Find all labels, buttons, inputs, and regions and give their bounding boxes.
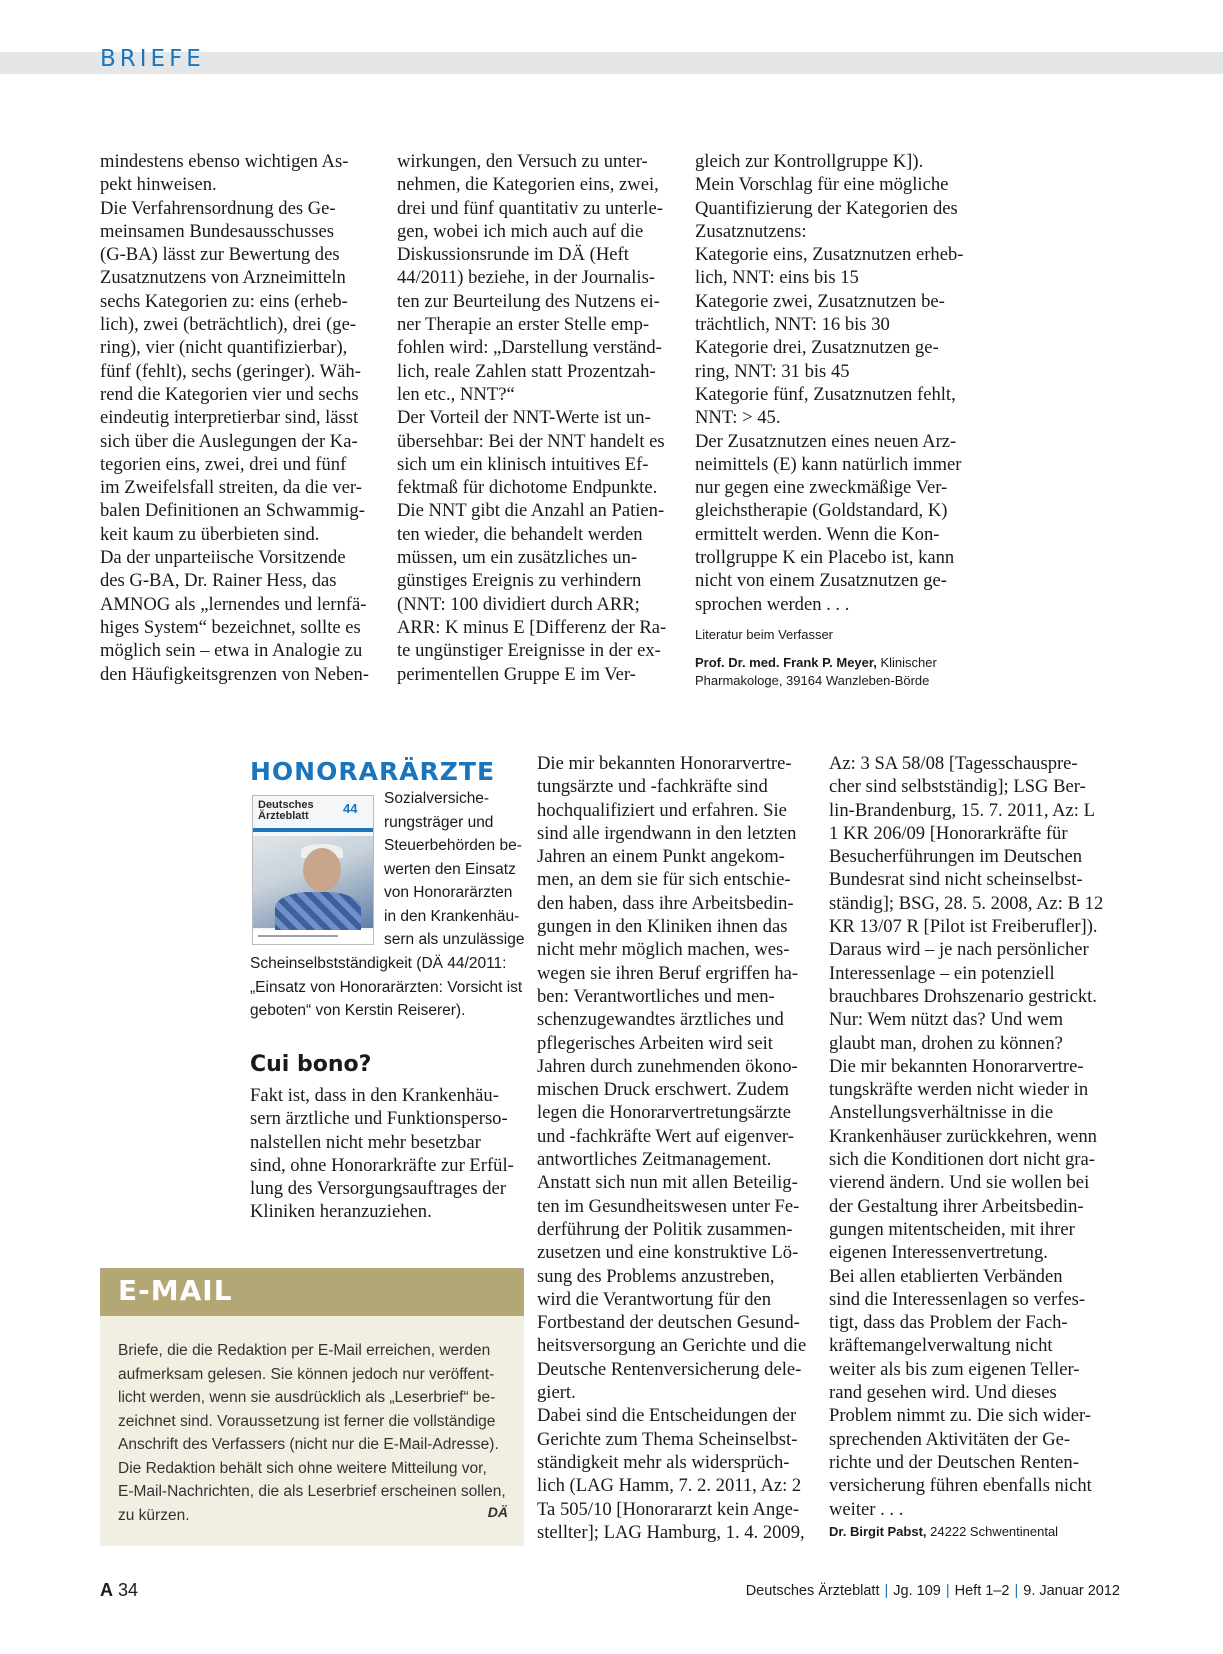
cover-photo-head	[303, 848, 341, 892]
text-line: zusetzen und eine konstruktive Lö-	[537, 1242, 799, 1264]
text-line: rand gesehen wird. Und dieses	[829, 1382, 1057, 1404]
page-number-value: 34	[118, 1580, 139, 1600]
text-line: Besucherführungen im Deutschen	[829, 846, 1083, 868]
text-line: te ungünstiger Ereignisse in der ex-	[397, 640, 661, 662]
text-line: sich die Konditionen dort nicht gra-	[829, 1149, 1095, 1171]
text-line: Die NNT gibt die Anzahl an Patien-	[397, 500, 665, 522]
text-line: gleichstherapie (Goldstandard, K)	[695, 500, 948, 522]
text-line: sung des Problems anzustreben,	[537, 1265, 775, 1287]
text-line: müssen, um ein zusätzliches un-	[397, 547, 638, 569]
text-line: (NNT: 100 dividiert durch ARR;	[397, 593, 640, 615]
text-line: legen die Honorarvertretungsärzte	[537, 1102, 791, 1124]
text-line: sind die Interessenlagen so verfes-	[829, 1288, 1086, 1310]
letter1-column-2	[397, 150, 666, 686]
text-line: ten im Gesundheitswesen unter Fe-	[537, 1195, 800, 1217]
text-line: und -fachkräfte Wert auf eigenver-	[537, 1125, 794, 1147]
email-text-line: zeichnet sind. Voraussetzung ist ferner die vollständige	[118, 1412, 496, 1430]
text-line: Gerichte zum Thema Scheinselbst-	[537, 1428, 798, 1450]
text-line: Krankenhäuser zurückkehren, wenn	[829, 1125, 1097, 1147]
text-line: stellter]; LAG Hamburg, 1. 4. 2009,	[537, 1521, 805, 1543]
text-line: glaubt man, drohen zu können?	[829, 1032, 1063, 1054]
text-line: AMNOG als „lernendes und lernfä-	[100, 593, 367, 615]
text-line: Kategorie drei, Zusatznutzen ge-	[695, 337, 939, 359]
teaser-line: Sozialversiche-	[384, 790, 490, 807]
text-line: Fakt ist, dass in den Krankenhäu-	[250, 1085, 499, 1106]
article-kicker: HONORARÄRZTE	[250, 757, 496, 786]
teaser-line: rungsträger und	[384, 813, 494, 831]
text-line: sind alle irgendwann in den letzten	[537, 822, 797, 844]
text-line: rend die Kategorien vier und sechs	[100, 383, 359, 405]
teaser-wide	[250, 952, 522, 1023]
email-text-line: Die Redaktion behält sich ohne weitere Mitteilung vor,	[118, 1459, 487, 1477]
letter2-column-2	[537, 752, 806, 1544]
text-line: den haben, dass ihre Arbeitsbedin-	[537, 892, 794, 914]
text-line: balen Definitionen an Schwammig-	[100, 500, 365, 522]
text-line: ermittelt werden. Wenn die Kon-	[695, 523, 940, 545]
cover-title	[258, 800, 314, 822]
text-line: kräftemangelverwaltung nicht	[829, 1335, 1053, 1357]
text-line: hochqualifiziert und erfahren. Sie	[537, 799, 787, 821]
text-line: lin-Brandenburg, 15. 7. 2011, Az: L	[829, 799, 1095, 821]
text-line: Die Verfahrensordnung des Ge-	[100, 197, 336, 219]
letter1-author-role: Klinischer	[876, 654, 937, 670]
teaser-line: sern als unzulässige	[384, 931, 525, 948]
text-line: gungen mitentscheiden, mit ihrer	[829, 1218, 1075, 1240]
text-line: sich um ein klinisch intuitives Ef-	[397, 453, 649, 475]
teaser-line: geboten“ von Kerstin Reiserer).	[250, 1002, 466, 1019]
text-line: sich über die Auslegungen der Ka-	[100, 430, 358, 452]
text-line: gleich zur Kontrollgruppe K]).	[695, 151, 924, 172]
text-line: 44/2011) beziehe, in der Journalis-	[397, 267, 655, 289]
text-line: Kategorie zwei, Zusatznutzen be-	[695, 290, 945, 312]
text-line: mindestens ebenso wichtigen As-	[100, 151, 349, 172]
letter2-author-location: 24222 Schwentinental	[926, 1523, 1059, 1539]
footer-date: 9. Januar 2012	[1023, 1583, 1120, 1599]
text-line: (G-BA) lässt zur Bewertung des	[100, 244, 340, 266]
text-line: ten zur Beurteilung des Nutzens ei-	[397, 290, 660, 312]
text-line: sind, ohne Honorarkräfte zur Erfül-	[250, 1154, 514, 1176]
footer-issue: Heft 1–2	[954, 1583, 1010, 1599]
cover-title-line2: Ärzteblatt	[258, 810, 309, 822]
text-line: brauchbares Drohszenario gestrickt.	[829, 985, 1097, 1007]
email-box-text	[118, 1339, 506, 1527]
teaser-line: von Honorarärzten	[384, 884, 513, 901]
text-line: gen, wobei ich mich auch auf die	[397, 220, 644, 242]
text-line: Quantifizierung der Kategorien des	[695, 197, 958, 219]
text-line: nehmen, die Kategorien eins, zwei,	[397, 174, 659, 196]
email-text-line: zu kürzen.	[118, 1506, 190, 1524]
magazine-cover-thumbnail	[252, 795, 374, 945]
text-line: nalstellen nicht mehr besetzbar	[250, 1131, 481, 1153]
text-line: trächtlich, NNT: 16 bis 30	[695, 314, 890, 336]
text-line: 1 KR 206/09 [Honorarkräfte für	[829, 822, 1068, 844]
teaser-narrow	[384, 787, 524, 952]
text-line: higes System“ bezeichnet, sollte es	[100, 616, 361, 638]
cover-photo-shirt	[275, 892, 361, 932]
text-line: schenzugewandtes ärztliches und	[537, 1009, 784, 1031]
text-line: Die mir bekannten Honorarvertre-	[829, 1055, 1084, 1077]
text-line: neimittels (E) kann natürlich immer	[695, 453, 962, 475]
text-line: cher sind selbstständig]; LSG Ber-	[829, 776, 1086, 798]
text-line: mischen Druck erschwert. Zudem	[537, 1079, 789, 1101]
letter2-column-3	[829, 752, 1103, 1541]
text-line: Mein Vorschlag für eine mögliche	[695, 174, 949, 196]
text-line: ten wieder, die behandelt werden	[397, 523, 643, 545]
page-number	[100, 1580, 138, 1601]
text-line: giert.	[537, 1382, 576, 1404]
text-line: gungen in den Kliniken ihnen das	[537, 916, 788, 938]
text-line: lich, reale Zahlen statt Prozentzah-	[397, 360, 656, 382]
text-line: sechs Kategorien zu: eins (erheb-	[100, 290, 348, 312]
text-line: wirkungen, den Versuch zu unter-	[397, 151, 648, 172]
text-line: Zusatznutzens von Arzneimitteln	[100, 267, 346, 289]
text-line: KR 13/07 R [Pilot ist Freiberufler]).	[829, 916, 1098, 938]
text-line: Anstellungsverhältnisse in die	[829, 1102, 1054, 1124]
text-line: Problem nimmt zu. Die sich wider-	[829, 1405, 1091, 1427]
text-line: NNT: > 45.	[695, 407, 781, 429]
letter2-column-1	[250, 1084, 514, 1224]
letter2-signature	[829, 1523, 1103, 1541]
text-line: lich), zwei (beträchtlich), drei (ge-	[100, 314, 357, 336]
text-line: wegen sie ihren Beruf ergriffen ha-	[537, 962, 799, 984]
letter2-author-name: Dr. Birgit Pabst,	[829, 1523, 927, 1539]
text-line: weiter . . .	[829, 1498, 904, 1520]
text-line: pflegerisches Arbeiten wird seit	[537, 1032, 773, 1054]
text-line: Die mir bekannten Honorarvertre-	[537, 753, 792, 774]
text-line: men, an dem sie für sich entschie-	[537, 869, 791, 891]
section-label: BRIEFE	[100, 46, 205, 72]
text-line: Jahren an einem Punkt angekom-	[537, 846, 785, 868]
text-line: ständigkeit mehr als widersprüch-	[537, 1451, 790, 1473]
email-info-box	[100, 1268, 524, 1546]
text-line: Der Vorteil der NNT-Werte ist un-	[397, 407, 651, 429]
text-line: Interessenlage – ein potenziell	[829, 962, 1055, 984]
text-line: Nur: Wem nützt das? Und wem	[829, 1009, 1064, 1031]
text-line: der Gestaltung ihrer Arbeitsbedin-	[829, 1195, 1084, 1217]
text-line: perimentellen Gruppe E im Ver-	[397, 663, 636, 685]
text-line: Kliniken heranzuziehen.	[250, 1201, 432, 1223]
text-line: ständig]; BSG, 28. 5. 2008, Az: B 12	[829, 892, 1104, 914]
footer-journal: Deutsches Ärzteblatt	[745, 1583, 880, 1599]
text-line: den Häufigkeitsgrenzen von Neben-	[100, 663, 369, 685]
text-line: lich, NNT: eins bis 15	[695, 267, 859, 289]
text-line: derführung der Politik zusammen-	[537, 1218, 793, 1240]
email-box-header	[100, 1268, 524, 1316]
letter1-column-1	[100, 150, 369, 686]
text-line: ring, NNT: 31 bis 45	[695, 360, 850, 382]
text-line: heitsversorgung an Gerichte und die	[537, 1335, 807, 1357]
text-line: des G-BA, Dr. Rainer Hess, das	[100, 570, 337, 592]
text-line: richte und der Deutschen Renten-	[829, 1451, 1079, 1473]
email-text-line: Anschrift des Verfassers (nicht nur die E-Mail-Adresse).	[118, 1436, 499, 1453]
text-line: im Zweifelsfall streiten, da die ver-	[100, 477, 362, 499]
email-text-line: Briefe, die die Redaktion per E-Mail erreichen, werden	[118, 1342, 491, 1359]
text-line: Ta 505/10 [Honorararzt kein Ange-	[537, 1498, 800, 1520]
text-line: eigenen Interessenvertretung.	[829, 1242, 1048, 1264]
text-line: Diskussionsrunde im DÄ (Heft	[397, 244, 629, 266]
text-line: übersehbar: Bei der NNT handelt es	[397, 430, 665, 452]
text-line: Jahren durch zunehmenden ökono-	[537, 1055, 798, 1077]
letter1-column-3	[695, 150, 963, 690]
text-line: vierend ändern. Und sie wollen bei	[829, 1172, 1090, 1194]
text-line: möglich sein – etwa in Analogie zu	[100, 640, 363, 662]
email-box-title: E-MAIL	[118, 1274, 233, 1307]
text-line: Der Zusatznutzen eines neuen Arz-	[695, 430, 957, 452]
text-line: Bei allen etablierten Verbänden	[829, 1265, 1063, 1287]
text-line: len etc., NNT?“	[397, 383, 515, 405]
text-line: tegorien eins, zwei, drei und fünf	[100, 453, 347, 475]
text-line: Dabei sind die Entscheidungen der	[537, 1405, 797, 1427]
text-line: antwortliches Zeitmanagement.	[537, 1149, 772, 1171]
text-line: lung des Versorgungsauftrages der	[250, 1178, 506, 1200]
text-line: ner Therapie an erster Stelle emp-	[397, 314, 650, 336]
text-line: Fortbestand der deutschen Gesund-	[537, 1312, 800, 1334]
page-prefix: A	[100, 1580, 113, 1600]
text-line: sern ärztliche und Funktionsperso-	[250, 1108, 508, 1130]
text-line: ring), vier (nicht quantifizierbar),	[100, 337, 348, 359]
text-line: meinsamen Bundesausschusses	[100, 220, 334, 242]
text-line: tungskräfte werden nicht wieder in	[829, 1079, 1089, 1101]
text-line: Da der unparteiische Vorsitzende	[100, 547, 346, 569]
text-line: nur gegen eine zweckmäßige Ver-	[695, 477, 948, 499]
text-line: ben: Verantwortliches und men-	[537, 985, 775, 1007]
cover-title-line1: Deutsches	[258, 799, 314, 811]
teaser-line: in den Krankenhäu-	[384, 907, 520, 925]
teaser-line: „Einsatz von Honorarärzten: Vorsicht ist	[250, 978, 523, 996]
text-line: Kategorie fünf, Zusatznutzen fehlt,	[695, 383, 956, 405]
letter1-signature	[695, 654, 963, 690]
text-line: lich (LAG Hamm, 7. 2. 2011, Az: 2	[537, 1475, 802, 1497]
text-line: Deutsche Rentenversicherung dele-	[537, 1358, 802, 1380]
text-line: sprochen werden . . .	[695, 593, 850, 615]
text-line: nicht von einem Zusatznutzen ge-	[695, 570, 947, 592]
text-line: trollgruppe K ein Placebo ist, kann	[695, 547, 955, 569]
cover-footer-strip	[253, 930, 373, 944]
letter1-author-name: Prof. Dr. med. Frank P. Meyer,	[695, 654, 877, 670]
footer-citation: Deutsches Ärzteblatt | Jg. 109 | Heft 1–2 | 9. Januar 2012	[745, 1583, 1120, 1599]
email-text-line: aufmerksam gelesen. Sie können jedoch nur veröffent-	[118, 1365, 495, 1383]
text-line: drei und fünf quantitativ zu unterle-	[397, 197, 663, 219]
teaser-line: werten den Einsatz	[384, 860, 516, 878]
text-line: Anstatt sich nun mit allen Beteilig-	[537, 1172, 798, 1194]
text-line: fektmaß für dichotome Endpunkte.	[397, 477, 658, 499]
letter1-author-location: Pharmakologe, 39164 Wanzleben-Börde	[695, 672, 930, 688]
cover-issue-number: 44	[343, 801, 358, 816]
email-box-signature: DÄ	[487, 1504, 508, 1520]
email-text-line: licht werden, wenn sie ausdrücklich als „Leserbrief“ be-	[118, 1389, 496, 1406]
text-line: tigt, dass das Problem der Fach-	[829, 1312, 1068, 1334]
text-line: weiter als bis zum eigenen Teller-	[829, 1358, 1080, 1380]
text-line: sprechenden Aktivitäten der Ge-	[829, 1428, 1071, 1450]
footer-volume: Jg. 109	[893, 1583, 941, 1599]
email-text-line: E-Mail-Nachrichten, die als Leserbrief erscheinen sollen,	[118, 1483, 506, 1500]
letter2-subheading: Cui bono?	[250, 1052, 372, 1077]
text-line: wird die Verantwortung für den	[537, 1288, 772, 1310]
text-line: Zusatznutzens:	[695, 220, 807, 242]
text-line: ARR: K minus E [Differenz der Ra-	[397, 616, 667, 638]
text-line: Kategorie eins, Zusatznutzen erheb-	[695, 244, 964, 266]
text-line: pekt hinweisen.	[100, 174, 217, 196]
teaser-line: Steuerbehörden be-	[384, 837, 522, 854]
text-line: fünf (fehlt), sechs (geringer). Wäh-	[100, 360, 361, 382]
text-line: tungsärzte und -fachkräfte sind	[537, 776, 768, 798]
text-line: fohlen wird: „Darstellung verständ-	[397, 337, 662, 359]
text-line: Bundesrat sind nicht scheinselbst-	[829, 869, 1083, 891]
text-line: nicht mehr möglich machen, wes-	[537, 939, 790, 961]
text-line: keit kaum zu überbieten sind.	[100, 523, 320, 545]
text-line: versicherung führen ebenfalls nicht	[829, 1475, 1092, 1497]
text-line: eindeutig interpretierbar sind, lässt	[100, 407, 359, 429]
teaser-line: Scheinselbstständigkeit (DÄ 44/2011:	[250, 955, 507, 972]
text-line: günstiges Ereignis zu verhindern	[397, 570, 642, 592]
literature-note: Literatur beim Verfasser	[695, 626, 834, 642]
text-line: Az: 3 SA 58/08 [Tagesschauspre-	[829, 753, 1078, 774]
text-line: Daraus wird – je nach persönlicher	[829, 939, 1089, 961]
cover-band	[253, 828, 373, 832]
